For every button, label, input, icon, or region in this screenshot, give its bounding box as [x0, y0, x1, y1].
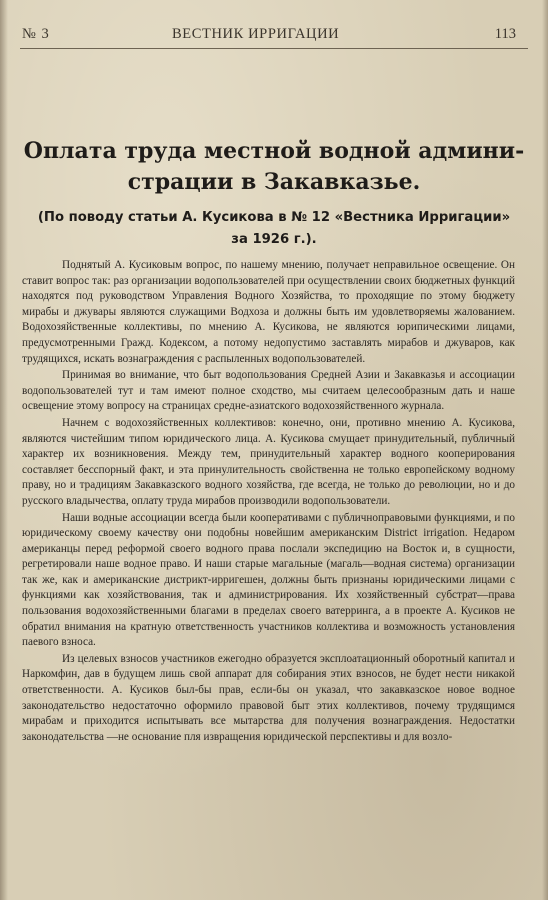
article-subtitle-line-1: (По поводу статьи А. Кусикова в № 12 «Вестника Ирригации» — [37, 210, 511, 225]
article-body — [22, 258, 515, 745]
page-edge-shadow-right — [542, 0, 548, 900]
page-number: 113 — [494, 26, 516, 42]
body-paragraph-4: Наши водные ассоциации всегда были кооперативами с публичноправовыми функциями, и по юридическому своему качеству они подобны новейшим американским District irrigation. Недаром американцы перед реформой своего водного права послали экспедицию на Восток и, в сущности, регретировали наше водное право. И наши старые магальные (магаль—водная система) организации так же, как и американские дистрикт-ирригешен, должны быть признаны юридическими лицами с функциями как хозяйствования, так и администрирования. Их хозяйственный субстрат—права пользования водохозяйственными благами в пределах своего ватерринга, а в проекте А. Кусиков не обратил внимания на кратную ответственность участников коллектива и возможность установления паевого взноса. — [22, 511, 515, 649]
journal-title: ВЕСТНИК ИРРИГАЦИИ — [172, 26, 340, 42]
body-paragraph-2: Принимая во внимание, что быт водопользования Средней Азии и Закавказья и ассоциации водопользователей тут и там имеют полное сходство, мы считаем целесообразным дать и наше освещение этому вопросу на страницах средне-азиатского водохозяйственного журнала. — [22, 369, 515, 413]
page-edge-shadow-left — [0, 0, 8, 900]
body-paragraph-3: Начнем с водохозяйственных коллективов: конечно, они, противно мнению А. Кусикова, являются чистейшим типом юридического лица. А. Кусикова смущает принудительный, публичный характер их возникновения. Между тем, принудительный характер водного кооперирования составляет бесспорный факт, и эта принулительность свойственна не только европейскому водному праву, но и традициям Закавказского водного хозяйства, где всегда, не только до революции, но и до русского владычества, оплату труда мирабов производили водопользователи. — [22, 416, 515, 507]
header-rule — [20, 48, 528, 49]
article-subtitle-line-2: за 1926 г.). — [231, 232, 317, 247]
article-subtitle — [10, 207, 538, 251]
article-title — [10, 136, 538, 198]
running-header — [22, 26, 528, 46]
issue-number: № 3 — [22, 26, 50, 42]
article-title-line-1: Оплата труда местной водной админи- — [23, 138, 525, 164]
article-title-line-2: страции в Закавказье. — [127, 169, 421, 195]
body-paragraph-1: Поднятый А. Кусиковым вопрос, по нашему мнению, получает неправильное освещение. Он ставит вопрос так: раз организации водопользователей при осуществлении своих бюджетных функций находятся под руководством Управления Водного Хозяйства, то проходящие по этому бюджету мирабы и джувары являются служащими Водхоза и должны быть им удовлетворяемы жалованием. Водохозяйственные коллективы, по мнению А. Кусикова, не являются юрипическими лицами, предусмотренными Гражд. Кодексом, а потому недопустимо заставлять мирабов и джуваров, как трудящихся, искать вознаграждения с распыленных водопользователей. — [22, 259, 515, 365]
body-paragraph-5: Из целевых взносов участников ежегодно образуется эксплоатационный оборотный капитал и Наркомфин, дав в будущем лишь свой аппарат для собирания этих взносов, не будет нести никакой ответственности. А. Кусиков был-бы прав, если-бы он указал, что закавказское новое водное законодательство недостаточно оформило правовой быт этих коллективов, почему трудящимся мирабам и приходится испытывать все мытарства для получения вознаграждения. Недостатки законодательства —не основание пля извращения юридической перспективы и для возло- — [22, 652, 515, 743]
